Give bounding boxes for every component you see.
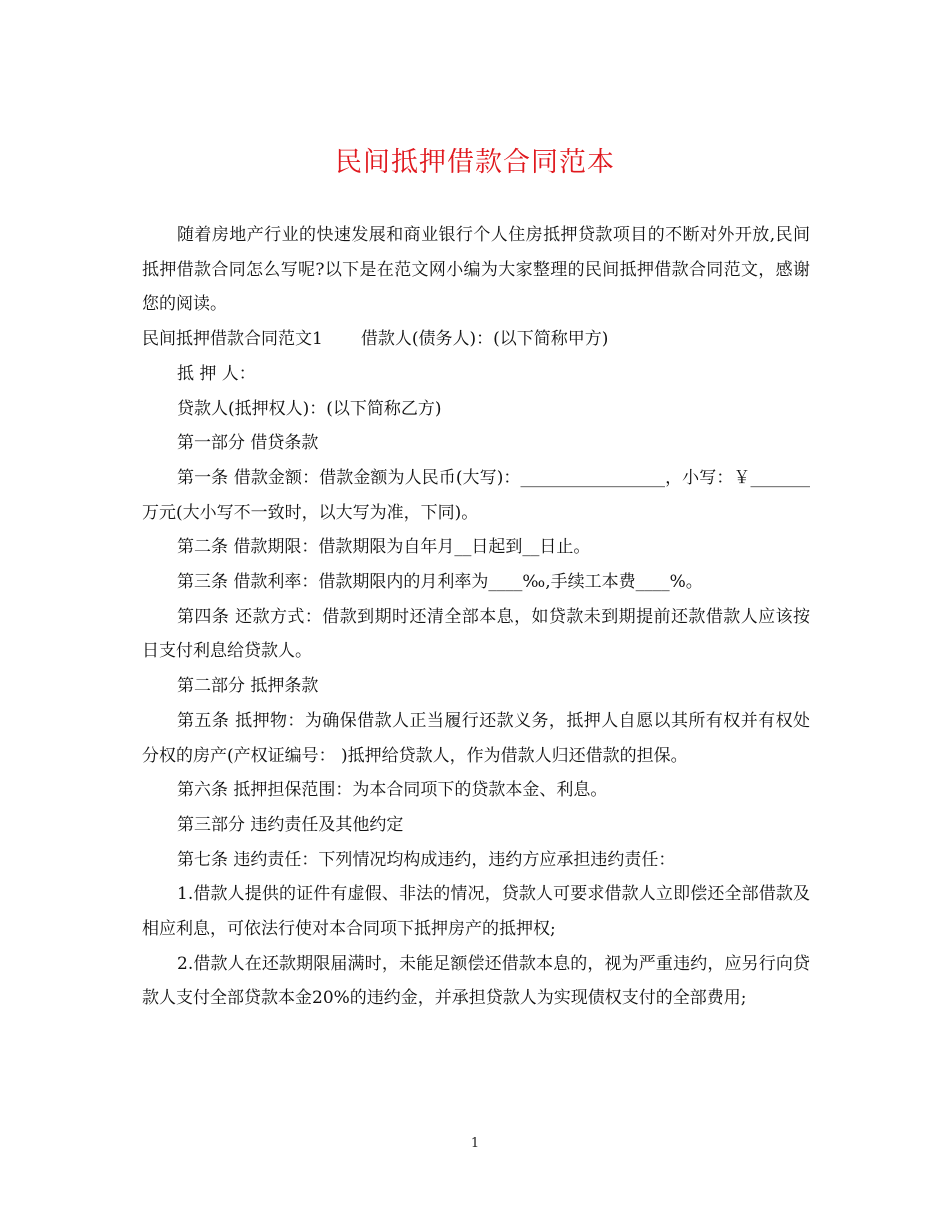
mortgagor-field: 抵 押 人： [177,363,256,384]
part-2-heading: 第二部分 抵押条款 [177,676,319,697]
sample-label: 民间抵押借款合同范文1 [142,329,323,350]
article-3: 第三条 借款利率：借款期限内的月利率为____‰,手续工本费____%。 [177,572,703,593]
sample-heading-line [142,322,810,357]
list-item: 1.借款人提供的证件有虚假、非法的情况，贷款人可要求借款人立即偿还全部借款及相应利息，可依法行使对本合同项下抵押房产的抵押权; [142,884,810,940]
lender-field: 贷款人(抵押权人)：(以下简称乙方) [177,398,442,419]
document-title: 民间抵押借款合同范本 [335,147,615,178]
article-7: 第七条 违约责任：下列情况均构成违约，违约方应承担违约责任： [177,849,676,870]
article-1: 第一条 借款金额：借款金额为人民币(大写)：_________________，小写：￥_______万元(大小写不一致时，以大写为准，下同)。 [142,467,810,523]
document-body [142,218,810,1016]
part-3-heading: 第三部分 违约责任及其他约定 [177,814,404,835]
intro-paragraph: 随着房地产行业的快速发展和商业银行个人住房抵押贷款项目的不断对外开放,民间抵押借款合同怎么写呢?以下是在范文网小编为大家整理的民间抵押借款合同范文，感谢您的阅读。 [142,225,810,315]
article-2: 第二条 借款期限：借款期限为自年月__日起到__日止。 [177,537,591,558]
list-item: 2.借款人在还款期限届满时，未能足额偿还借款本息的，视为严重违约，应另行向贷款人支付全部贷款本金20%的违约金，并承担贷款人为实现债权支付的全部费用; [142,953,810,1009]
article-6: 第六条 抵押担保范围：为本合同项下的贷款本金、利息。 [177,780,608,801]
page-number: 1 [470,1136,480,1151]
article-5: 第五条 抵押物：为确保借款人正当履行还款义务，抵押人自愿以其所有权并有权处分权的房产(产权证编号： )抵押给贷款人，作为借款人归还借款的担保。 [142,710,810,766]
article-4: 第四条 还款方式：借款到期时还清全部本息，如贷款未到期提前还款借款人应该按日支付利息给贷款人。 [142,606,810,662]
part-1-heading: 第一部分 借贷条款 [177,433,319,454]
borrower-field: 借款人(债务人)：(以下简称甲方) [360,329,609,350]
